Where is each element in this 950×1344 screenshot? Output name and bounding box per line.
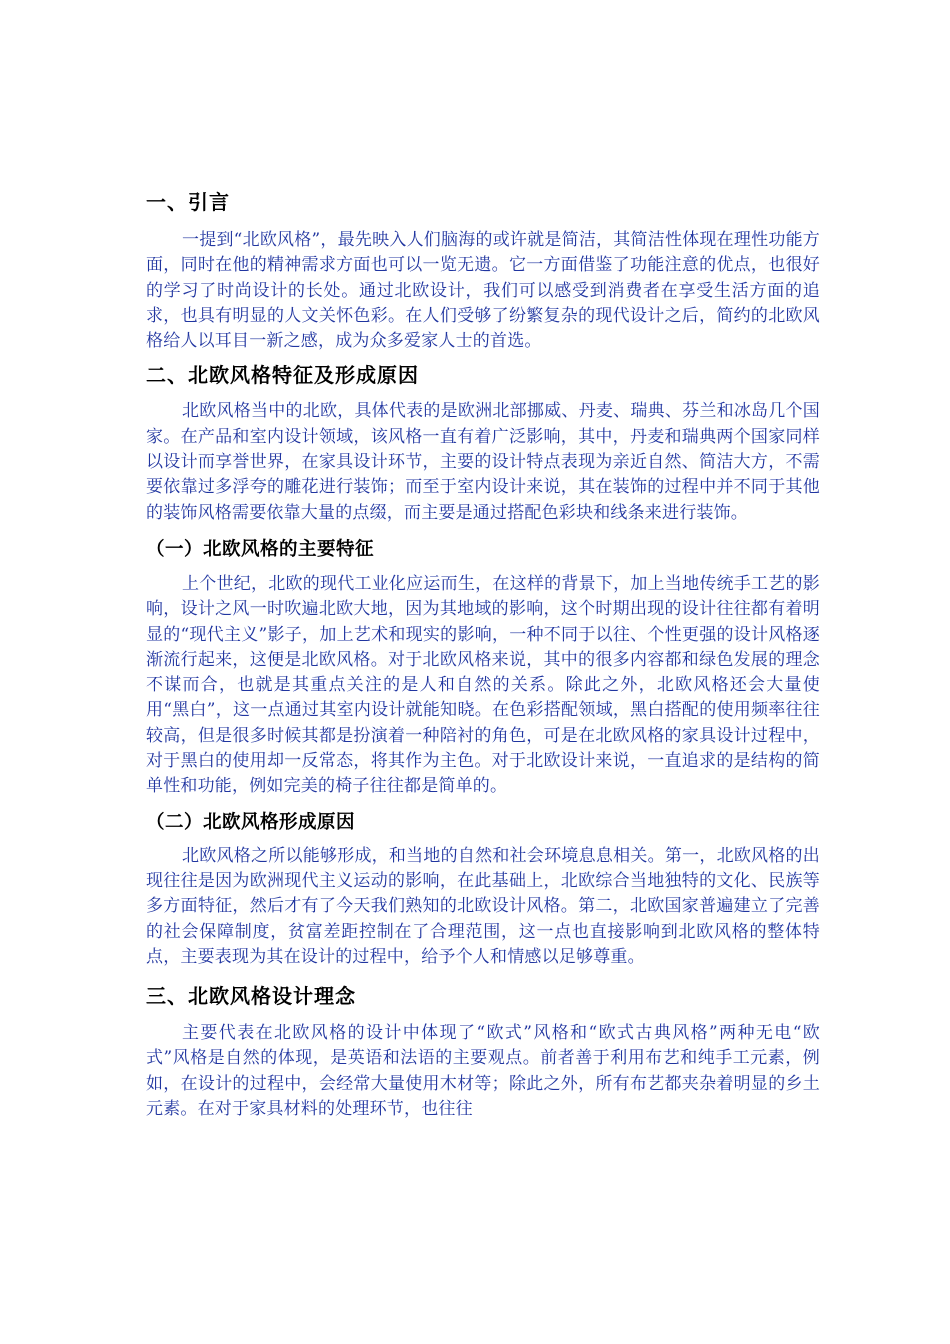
paragraph-features-origin: 北欧风格当中的北欧，具体代表的是欧洲北部挪威、丹麦、瑞典、芬兰和冰岛几个国家。在产品和室内设计领域，该风格一直有着广泛影响，其中，丹麦和瑞典两个国家同样以设计而享誉世界，在家具设计环节，主要的设计特点表现为亲近自然、简洁大方，不需要依靠过多浮夸的雕花进行装饰；而至于室内设计来说，其在装饰的过程中并不同于其他的装饰风格需要依靠大量的点缀，而主要是通过搭配色彩块和线条来进行装饰。 (146, 401, 820, 523)
section-heading-features-origin: 二、北欧风格特征及形成原因 (146, 363, 419, 388)
paragraph-design-concept: 主要代表在北欧风格的设计中体现了“欧式”风格和“欧式古典风格”两种无电“欧式”风格是自然的体现，是英语和法语的主要观点。前者善于利用布艺和纯手工元素，例如，在设计的过程中，会经常大量使用木材等；除此之外，所有布艺都夹杂着明显的乡土元素。在对于家具材料的处理环节，也往往 (146, 1023, 820, 1120)
paragraph-intro: 一提到“北欧风格”，最先映入人们脑海的或许就是简洁，其简洁性体现在理性功能方面，同时在他的精神需求方面也可以一览无遗。它一方面借鉴了功能注意的优点，也很好的学习了时尚设计的长处。通过北欧设计，我们可以感受到消费者在享受生活方面的追求，也具有明显的人文关怀色彩。在人们受够了纷繁复杂的现代设计之后，简约的北欧风格给人以耳目一新之感，成为众多爱家人士的首选。 (146, 230, 820, 352)
subsection-heading-formation-reasons: （二）北欧风格形成原因 (146, 811, 356, 833)
paragraph-main-features: 上个世纪，北欧的现代工业化应运而生，在这样的背景下，加上当地传统手工艺的影响，设计之风一时吹遍北欧大地，因为其地域的影响，这个时期出现的设计往往都有着明显的“现代主义”影子，加上艺术和现实的影响，一种不同于以往、个性更强的设计风格逐渐流行起来，这便是北欧风格。对于北欧风格来说，其中的很多内容都和绿色发展的理念不谋而合，也就是其重点关注的是人和自然的关系。除此之外，北欧风格还会大量使用“黑白”，这一点通过其室内设计就能知晓。在色彩搭配领域，黑白搭配的使用频率往往较高，但是很多时候其都是扮演着一种陪衬的角色，可是在北欧风格的家具设计过程中，对于黑白的使用却一反常态，将其作为主色。对于北欧设计来说，一直追求的是结构的简单性和功能，例如完美的椅子往往都是简单的。 (146, 573, 820, 797)
section-heading-intro: 一、引言 (146, 190, 230, 214)
subsection-heading-main-features: （一）北欧风格的主要特征 (146, 538, 375, 560)
document-body (146, 183, 820, 1122)
section-heading-design-concept: 三、北欧风格设计理念 (146, 984, 356, 1009)
paragraph-formation-reasons: 北欧风格之所以能够形成，和当地的自然和社会环境息息相关。第一，北欧风格的出现往往是因为欧洲现代主义运动的影响，在此基础上，北欧综合当地独特的文化、民族等多方面特征，然后才有了今天我们熟知的北欧设计风格。第二，北欧国家普遍建立了完善的社会保障制度，贫富差距控制在了合理范围，这一点也直接影响到北欧风格的整体特点，主要表现为其在设计的过程中，给予个人和情感以足够尊重。 (146, 845, 820, 967)
